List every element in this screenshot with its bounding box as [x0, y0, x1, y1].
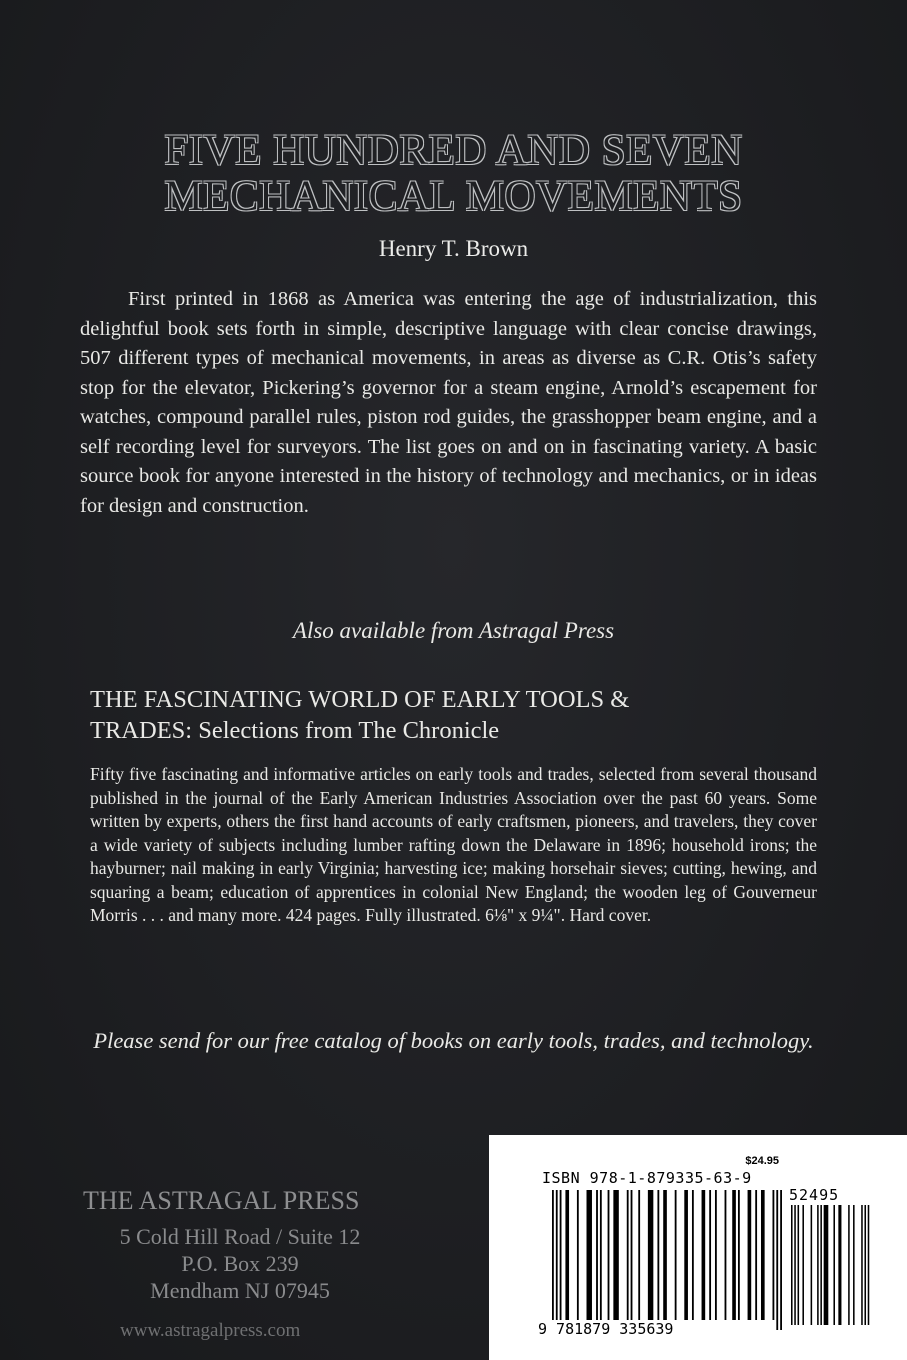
publisher-address-line-1: 5 Cold Hill Road / Suite 12 — [119, 1224, 361, 1249]
barcode-bar — [577, 1190, 579, 1320]
barcode-bar — [773, 1190, 775, 1320]
barcode-bar — [648, 1190, 653, 1320]
barcode-bar — [817, 1205, 819, 1325]
barcode-bar — [732, 1190, 736, 1320]
barcode-bar — [776, 1190, 778, 1330]
barcode-bar — [861, 1205, 863, 1325]
barcode-bar — [725, 1190, 727, 1320]
book-title-line-2: MECHANICAL MOVEMENTS — [164, 173, 743, 220]
featured-book-title-text: THE FASCINATING WORLD OF EARLY TOOLS & — [90, 686, 630, 713]
barcode-bar — [748, 1190, 752, 1320]
barcode-bar — [556, 1190, 558, 1330]
barcode-bar — [565, 1190, 569, 1320]
barcode-bar — [675, 1190, 677, 1320]
barcode-bar — [663, 1190, 667, 1320]
book-title-line-1: FIVE HUNDRED AND SEVEN — [164, 127, 743, 174]
barcode-bar — [738, 1190, 740, 1320]
publisher-website: www.astragalpress.com — [120, 1320, 301, 1341]
featured-book-title — [90, 684, 830, 746]
barcode-bar — [794, 1205, 796, 1325]
barcode-bar — [596, 1190, 598, 1320]
featured-book-title-text-2: TRADES: — [90, 717, 193, 744]
publisher-address-line-3: Mendham NJ 07945 — [150, 1278, 330, 1303]
barcode-bar — [709, 1190, 711, 1320]
barcode-bar — [820, 1205, 822, 1325]
barcode-bar — [552, 1190, 554, 1330]
barcode-bar — [833, 1205, 835, 1325]
barcode-bar — [864, 1205, 866, 1325]
barcode-panel — [489, 1135, 907, 1360]
publisher-address-line-2: P.O. Box 239 — [181, 1251, 299, 1276]
barcode-bar — [600, 1190, 602, 1320]
barcode-bar — [780, 1190, 782, 1330]
barcode-bar — [684, 1190, 688, 1320]
featured-book-description: Fifty five fascinating and informative articles on early tools and trades, selected from several thousand published in the journal of the Early American Industries Association over the past 60 years. Some written by experts, others the first hand accounts of early craftsmen, pioneers, and travelers, they cover a wide variety of subjects including lumber rafting down the Delaware in 1896; household irons; the hayburner; nail making in early Virginia; harvesting ice; making horsehair sieves; cutting, hewing, and squaring a beam; education of apprentices in colonial New England; the wooden leg of Gouverneur Morris . . . and many more. 424 pages. Fully illustrated. 6⅛" x 9¼". Hard cover. — [90, 764, 817, 925]
barcode-bar — [791, 1205, 793, 1325]
publisher-name: THE ASTRAGAL PRESS — [83, 1186, 360, 1215]
barcode-bar — [838, 1205, 841, 1325]
isbn-label: ISBN 978-1-879335-63-9 — [542, 1169, 752, 1187]
catalog-note: Please send for our free catalog of books on early tools, trades, and technology. — [93, 1028, 814, 1053]
barcode-bar — [761, 1190, 765, 1320]
barcode-bar — [853, 1205, 855, 1325]
barcode-bar — [755, 1190, 757, 1320]
addon-digits: 52495 — [789, 1186, 840, 1204]
barcode-bar — [657, 1190, 659, 1320]
also-available-heading: Also available from Astragal Press — [292, 618, 615, 643]
barcode-bar — [811, 1205, 813, 1325]
author-name: Henry T. Brown — [378, 236, 529, 261]
barcode-bar — [587, 1190, 592, 1320]
barcode-bar — [715, 1190, 717, 1320]
barcode-bar — [613, 1190, 618, 1320]
featured-book-subtitle: Selections from The Chronicle — [198, 717, 500, 744]
barcode-price: $24.95 — [745, 1155, 779, 1167]
barcode-bar — [631, 1190, 633, 1320]
barcode-bar — [608, 1190, 610, 1320]
barcode-bar — [848, 1205, 850, 1325]
ean-digits: 9 781879 335639 — [538, 1320, 674, 1338]
barcode-bar — [798, 1205, 800, 1325]
barcode-bar — [802, 1205, 804, 1325]
barcode-bar — [824, 1205, 829, 1325]
barcode-bar — [868, 1205, 870, 1325]
book-description: First printed in 1868 as America was entering the age of industrialization, this delightful book sets forth in simple, descriptive language with clear concise drawings, 507 different types of mechanical movements, in areas as diverse as C.R. Otis’s safety stop for the elevator, Pickering’s governor for a steam engine, Arnold’s escapement for watches, compound parallel rules, piston rod guides, the grasshopper beam engine, and a self recording level for surveyors. The list goes on and on in fascinating variety. A basic source book for anyone interested in the history of technology and mechanics, or in ideas for design and construction. — [80, 288, 817, 517]
barcode-bar — [627, 1190, 629, 1320]
barcode-bar — [638, 1190, 640, 1320]
addon-barcode — [791, 1205, 871, 1325]
barcode-bar — [692, 1190, 694, 1320]
book-title — [0, 128, 907, 220]
barcode-bar — [702, 1190, 706, 1320]
ean-barcode — [552, 1190, 784, 1330]
publisher-address — [90, 1223, 390, 1304]
barcode-bar — [560, 1190, 562, 1330]
